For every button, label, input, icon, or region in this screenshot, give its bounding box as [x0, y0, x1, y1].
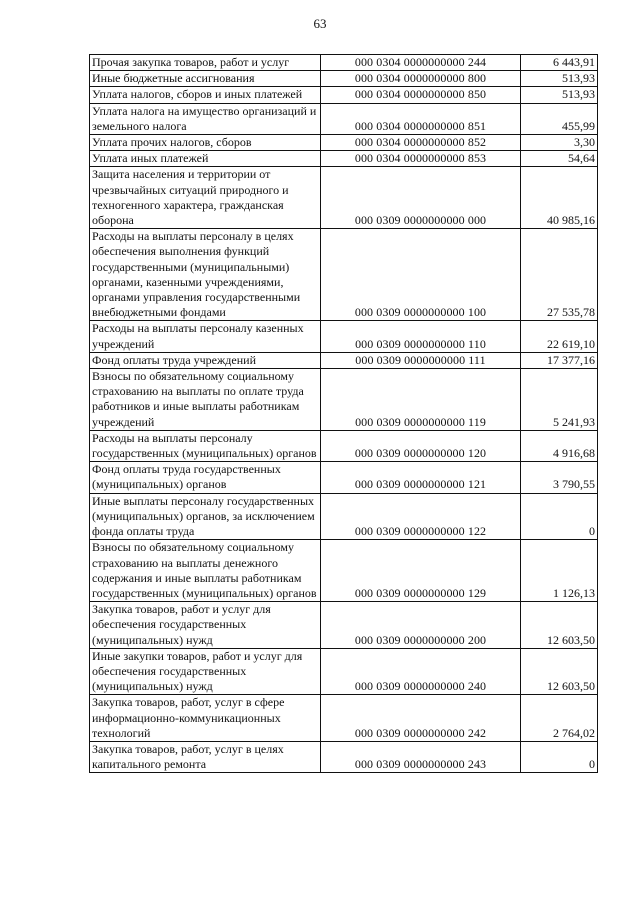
- table-row: [90, 430, 598, 461]
- row-name: Взносы по обязательному социальному страхованию на выплаты по оплате труда работников и иные выплаты работникам учреждений: [90, 369, 321, 431]
- row-amount: 1 126,13: [521, 540, 598, 602]
- row-code: 000 0309 0000000000 121: [321, 462, 521, 493]
- row-amount: 12 603,50: [521, 648, 598, 695]
- row-code: 000 0304 0000000000 853: [321, 151, 521, 167]
- row-code: 000 0309 0000000000 122: [321, 493, 521, 540]
- row-amount: 27 535,78: [521, 229, 598, 321]
- row-code: 000 0304 0000000000 850: [321, 87, 521, 103]
- table-row: [90, 695, 598, 742]
- row-code: 000 0309 0000000000 000: [321, 167, 521, 229]
- row-amount: 3,30: [521, 135, 598, 151]
- page-number: 63: [313, 16, 327, 31]
- row-amount: 2 764,02: [521, 695, 598, 742]
- row-name: Фонд оплаты труда государственных (муниципальных) органов: [90, 462, 321, 493]
- table-row: [90, 167, 598, 229]
- row-name: Закупка товаров, работ, услуг в целях капитального ремонта: [90, 741, 321, 772]
- row-code: 000 0309 0000000000 200: [321, 602, 521, 649]
- table-row: [90, 135, 598, 151]
- table-row: [90, 321, 598, 352]
- table-row: [90, 103, 598, 134]
- table-row: [90, 462, 598, 493]
- row-amount: 4 916,68: [521, 430, 598, 461]
- table-row: [90, 87, 598, 103]
- row-code: 000 0309 0000000000 242: [321, 695, 521, 742]
- row-name: Закупка товаров, работ, услуг в сфере информационно-коммуникационных технологий: [90, 695, 321, 742]
- table-row: [90, 602, 598, 649]
- table-row: [90, 741, 598, 772]
- row-code: 000 0304 0000000000 851: [321, 103, 521, 134]
- row-code: 000 0309 0000000000 111: [321, 352, 521, 368]
- table-row: [90, 55, 598, 71]
- row-name: Уплата налогов, сборов и иных платежей: [90, 87, 321, 103]
- row-amount: 17 377,16: [521, 352, 598, 368]
- row-amount: 3 790,55: [521, 462, 598, 493]
- row-name: Иные закупки товаров, работ и услуг для обеспечения государственных (муниципальных) нужд: [90, 648, 321, 695]
- budget-table-body: [90, 55, 598, 773]
- row-name: Расходы на выплаты персоналу в целях обеспечения выполнения функций государственными (муниципальными) органами, казенными учреждениями, органами управления государственными внебюджетными фондами: [90, 229, 321, 321]
- row-amount: 5 241,93: [521, 369, 598, 431]
- row-code: 000 0309 0000000000 243: [321, 741, 521, 772]
- row-name: Уплата прочих налогов, сборов: [90, 135, 321, 151]
- row-amount: 455,99: [521, 103, 598, 134]
- row-code: 000 0304 0000000000 852: [321, 135, 521, 151]
- table-row: [90, 352, 598, 368]
- table-row: [90, 229, 598, 321]
- budget-table: [89, 54, 598, 773]
- row-amount: 54,64: [521, 151, 598, 167]
- row-amount: 513,93: [521, 71, 598, 87]
- row-name: Расходы на выплаты персоналу казенных учреждений: [90, 321, 321, 352]
- row-code: 000 0309 0000000000 110: [321, 321, 521, 352]
- row-amount: 22 619,10: [521, 321, 598, 352]
- row-code: 000 0304 0000000000 800: [321, 71, 521, 87]
- row-name: Защита населения и территории от чрезвычайных ситуаций природного и техногенного характера, гражданская оборона: [90, 167, 321, 229]
- row-code: 000 0309 0000000000 240: [321, 648, 521, 695]
- table-row: [90, 369, 598, 431]
- row-name: Закупка товаров, работ и услуг для обеспечения государственных (муниципальных) нужд: [90, 602, 321, 649]
- table-row: [90, 493, 598, 540]
- row-amount: 40 985,16: [521, 167, 598, 229]
- row-amount: 6 443,91: [521, 55, 598, 71]
- row-amount: 0: [521, 741, 598, 772]
- row-name: Уплата налога на имущество организаций и земельного налога: [90, 103, 321, 134]
- table-row: [90, 151, 598, 167]
- row-code: 000 0304 0000000000 244: [321, 55, 521, 71]
- row-amount: 12 603,50: [521, 602, 598, 649]
- row-name: Прочая закупка товаров, работ и услуг: [90, 55, 321, 71]
- row-name: Взносы по обязательному социальному страхованию на выплаты денежного содержания и иные выплаты работникам государственных (муниципальных) органов: [90, 540, 321, 602]
- row-name: Уплата иных платежей: [90, 151, 321, 167]
- row-name: Иные бюджетные ассигнования: [90, 71, 321, 87]
- table-row: [90, 540, 598, 602]
- table-row: [90, 648, 598, 695]
- row-amount: 0: [521, 493, 598, 540]
- row-amount: 513,93: [521, 87, 598, 103]
- row-code: 000 0309 0000000000 129: [321, 540, 521, 602]
- row-code: 000 0309 0000000000 119: [321, 369, 521, 431]
- table-row: [90, 71, 598, 87]
- row-name: Фонд оплаты труда учреждений: [90, 352, 321, 368]
- row-code: 000 0309 0000000000 100: [321, 229, 521, 321]
- row-name: Иные выплаты персоналу государственных (муниципальных) органов, за исключением фонда оплаты труда: [90, 493, 321, 540]
- row-code: 000 0309 0000000000 120: [321, 430, 521, 461]
- row-name: Расходы на выплаты персоналу государственных (муниципальных) органов: [90, 430, 321, 461]
